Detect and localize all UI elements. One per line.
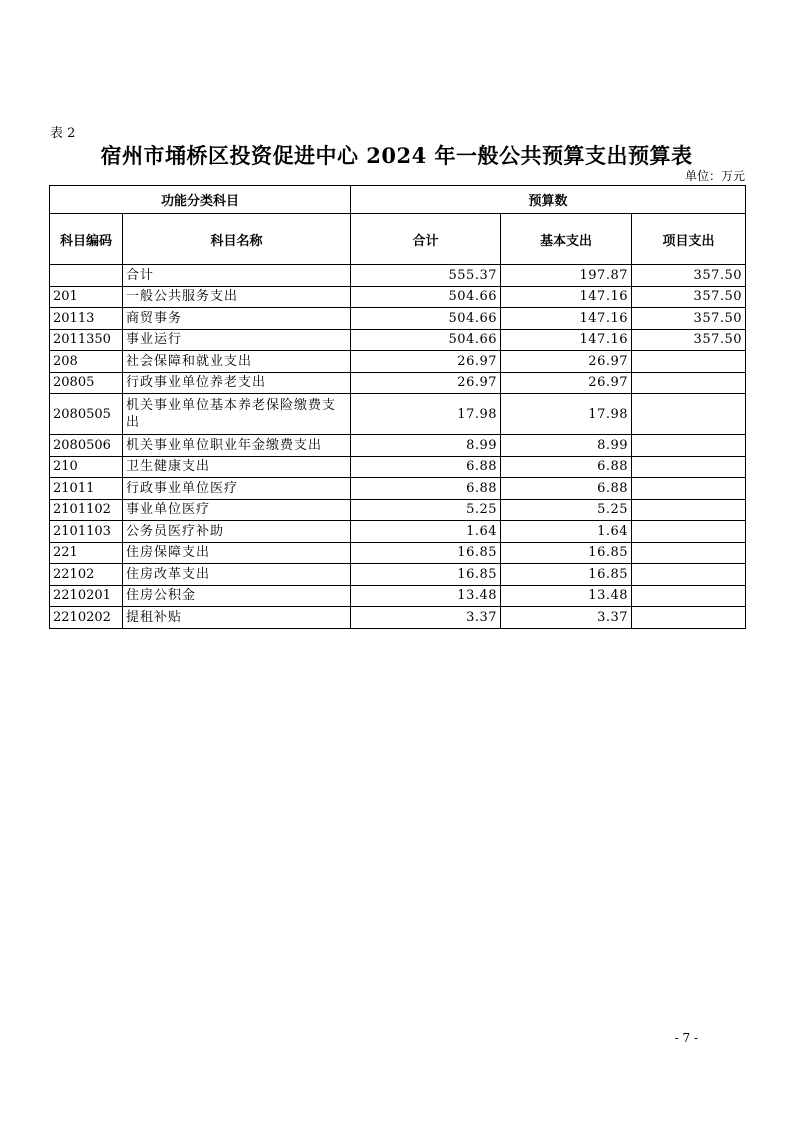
cell-total: 17.98 bbox=[351, 394, 501, 435]
cell-subject-name: 住房公积金 bbox=[123, 585, 351, 607]
table-row bbox=[50, 435, 746, 457]
cell-project-expense bbox=[632, 351, 746, 373]
cell-subject-code: 2210201 bbox=[50, 585, 123, 607]
cell-project-expense bbox=[632, 435, 746, 457]
header-basic-expense: 基本支出 bbox=[501, 214, 632, 265]
table-row bbox=[50, 542, 746, 564]
table-row bbox=[50, 478, 746, 500]
cell-subject-code: 2101102 bbox=[50, 499, 123, 521]
cell-basic-expense: 147.16 bbox=[501, 286, 632, 308]
cell-total: 6.88 bbox=[351, 456, 501, 478]
cell-total: 5.25 bbox=[351, 499, 501, 521]
cell-basic-expense: 3.37 bbox=[501, 607, 632, 629]
cell-total: 6.88 bbox=[351, 478, 501, 500]
cell-project-expense: 357.50 bbox=[632, 286, 746, 308]
table-row bbox=[50, 564, 746, 586]
cell-total: 26.97 bbox=[351, 351, 501, 373]
cell-total: 555.37 bbox=[351, 265, 501, 287]
cell-subject-code: 201 bbox=[50, 286, 123, 308]
cell-subject-name: 行政事业单位养老支出 bbox=[123, 372, 351, 394]
cell-subject-code: 2210202 bbox=[50, 607, 123, 629]
cell-project-expense: 357.50 bbox=[632, 265, 746, 287]
cell-subject-name: 一般公共服务支出 bbox=[123, 286, 351, 308]
cell-subject-code: 20113 bbox=[50, 308, 123, 330]
cell-subject-code: 20805 bbox=[50, 372, 123, 394]
cell-project-expense bbox=[632, 542, 746, 564]
header-subject-code: 科目编码 bbox=[50, 214, 123, 265]
table-row bbox=[50, 456, 746, 478]
cell-basic-expense: 6.88 bbox=[501, 456, 632, 478]
cell-basic-expense: 26.97 bbox=[501, 372, 632, 394]
budget-table bbox=[49, 185, 746, 629]
table-row bbox=[50, 308, 746, 330]
cell-subject-code: 2101103 bbox=[50, 521, 123, 543]
table-row bbox=[50, 394, 746, 435]
table-row bbox=[50, 286, 746, 308]
cell-total: 8.99 bbox=[351, 435, 501, 457]
cell-project-expense bbox=[632, 394, 746, 435]
table-row bbox=[50, 521, 746, 543]
cell-subject-code: 210 bbox=[50, 456, 123, 478]
cell-project-expense bbox=[632, 372, 746, 394]
cell-total: 13.48 bbox=[351, 585, 501, 607]
cell-subject-name: 公务员医疗补助 bbox=[123, 521, 351, 543]
cell-basic-expense: 5.25 bbox=[501, 499, 632, 521]
table-row bbox=[50, 499, 746, 521]
cell-subject-code: 22102 bbox=[50, 564, 123, 586]
header-functional-classification: 功能分类科目 bbox=[50, 186, 351, 214]
cell-total: 26.97 bbox=[351, 372, 501, 394]
cell-basic-expense: 26.97 bbox=[501, 351, 632, 373]
cell-subject-name: 商贸事务 bbox=[123, 308, 351, 330]
cell-project-expense bbox=[632, 564, 746, 586]
cell-project-expense bbox=[632, 607, 746, 629]
cell-subject-name: 社会保障和就业支出 bbox=[123, 351, 351, 373]
cell-project-expense bbox=[632, 478, 746, 500]
cell-basic-expense: 13.48 bbox=[501, 585, 632, 607]
cell-basic-expense: 17.98 bbox=[501, 394, 632, 435]
cell-basic-expense: 147.16 bbox=[501, 308, 632, 330]
cell-subject-name: 机关事业单位职业年金缴费支出 bbox=[123, 435, 351, 457]
cell-subject-name: 住房保障支出 bbox=[123, 542, 351, 564]
cell-subject-name: 机关事业单位基本养老保险缴费支出 bbox=[123, 394, 351, 435]
header-project-expense: 项目支出 bbox=[632, 214, 746, 265]
cell-basic-expense: 147.16 bbox=[501, 329, 632, 351]
cell-total: 3.37 bbox=[351, 607, 501, 629]
cell-subject-name: 行政事业单位医疗 bbox=[123, 478, 351, 500]
cell-basic-expense: 16.85 bbox=[501, 564, 632, 586]
cell-subject-name: 提租补贴 bbox=[123, 607, 351, 629]
cell-subject-name: 住房改革支出 bbox=[123, 564, 351, 586]
cell-subject-name: 合计 bbox=[123, 265, 351, 287]
cell-total: 504.66 bbox=[351, 286, 501, 308]
document-title: 宿州市埇桥区投资促进中心 2024 年一般公共预算支出预算表 bbox=[100, 143, 693, 168]
cell-subject-code: 221 bbox=[50, 542, 123, 564]
cell-total: 16.85 bbox=[351, 542, 501, 564]
cell-subject-name: 卫生健康支出 bbox=[123, 456, 351, 478]
cell-total: 504.66 bbox=[351, 329, 501, 351]
cell-project-expense: 357.50 bbox=[632, 308, 746, 330]
cell-subject-code bbox=[50, 265, 123, 287]
cell-total: 16.85 bbox=[351, 564, 501, 586]
cell-subject-name: 事业单位医疗 bbox=[123, 499, 351, 521]
table-row bbox=[50, 351, 746, 373]
header-row-group bbox=[50, 186, 746, 214]
unit-label: 单位：万元 bbox=[684, 169, 745, 183]
table-row bbox=[50, 607, 746, 629]
cell-subject-code: 2080506 bbox=[50, 435, 123, 457]
cell-subject-code: 2080505 bbox=[50, 394, 123, 435]
cell-total: 1.64 bbox=[351, 521, 501, 543]
table-row bbox=[50, 585, 746, 607]
cell-basic-expense: 6.88 bbox=[501, 478, 632, 500]
table-row bbox=[50, 265, 746, 287]
header-budget-amount: 预算数 bbox=[351, 186, 746, 214]
table-label: 表 2 bbox=[50, 126, 76, 141]
table-body bbox=[50, 265, 746, 629]
cell-subject-code: 2011350 bbox=[50, 329, 123, 351]
header-total: 合计 bbox=[351, 214, 501, 265]
cell-basic-expense: 197.87 bbox=[501, 265, 632, 287]
header-row-columns bbox=[50, 214, 746, 265]
cell-project-expense: 357.50 bbox=[632, 329, 746, 351]
cell-project-expense bbox=[632, 456, 746, 478]
cell-subject-code: 21011 bbox=[50, 478, 123, 500]
table-row bbox=[50, 372, 746, 394]
cell-project-expense bbox=[632, 521, 746, 543]
page-number: - 7 - bbox=[674, 1031, 698, 1045]
table-row bbox=[50, 329, 746, 351]
cell-subject-code: 208 bbox=[50, 351, 123, 373]
cell-basic-expense: 1.64 bbox=[501, 521, 632, 543]
cell-basic-expense: 16.85 bbox=[501, 542, 632, 564]
cell-total: 504.66 bbox=[351, 308, 501, 330]
cell-project-expense bbox=[632, 585, 746, 607]
cell-subject-name: 事业运行 bbox=[123, 329, 351, 351]
cell-basic-expense: 8.99 bbox=[501, 435, 632, 457]
header-subject-name: 科目名称 bbox=[123, 214, 351, 265]
cell-project-expense bbox=[632, 499, 746, 521]
